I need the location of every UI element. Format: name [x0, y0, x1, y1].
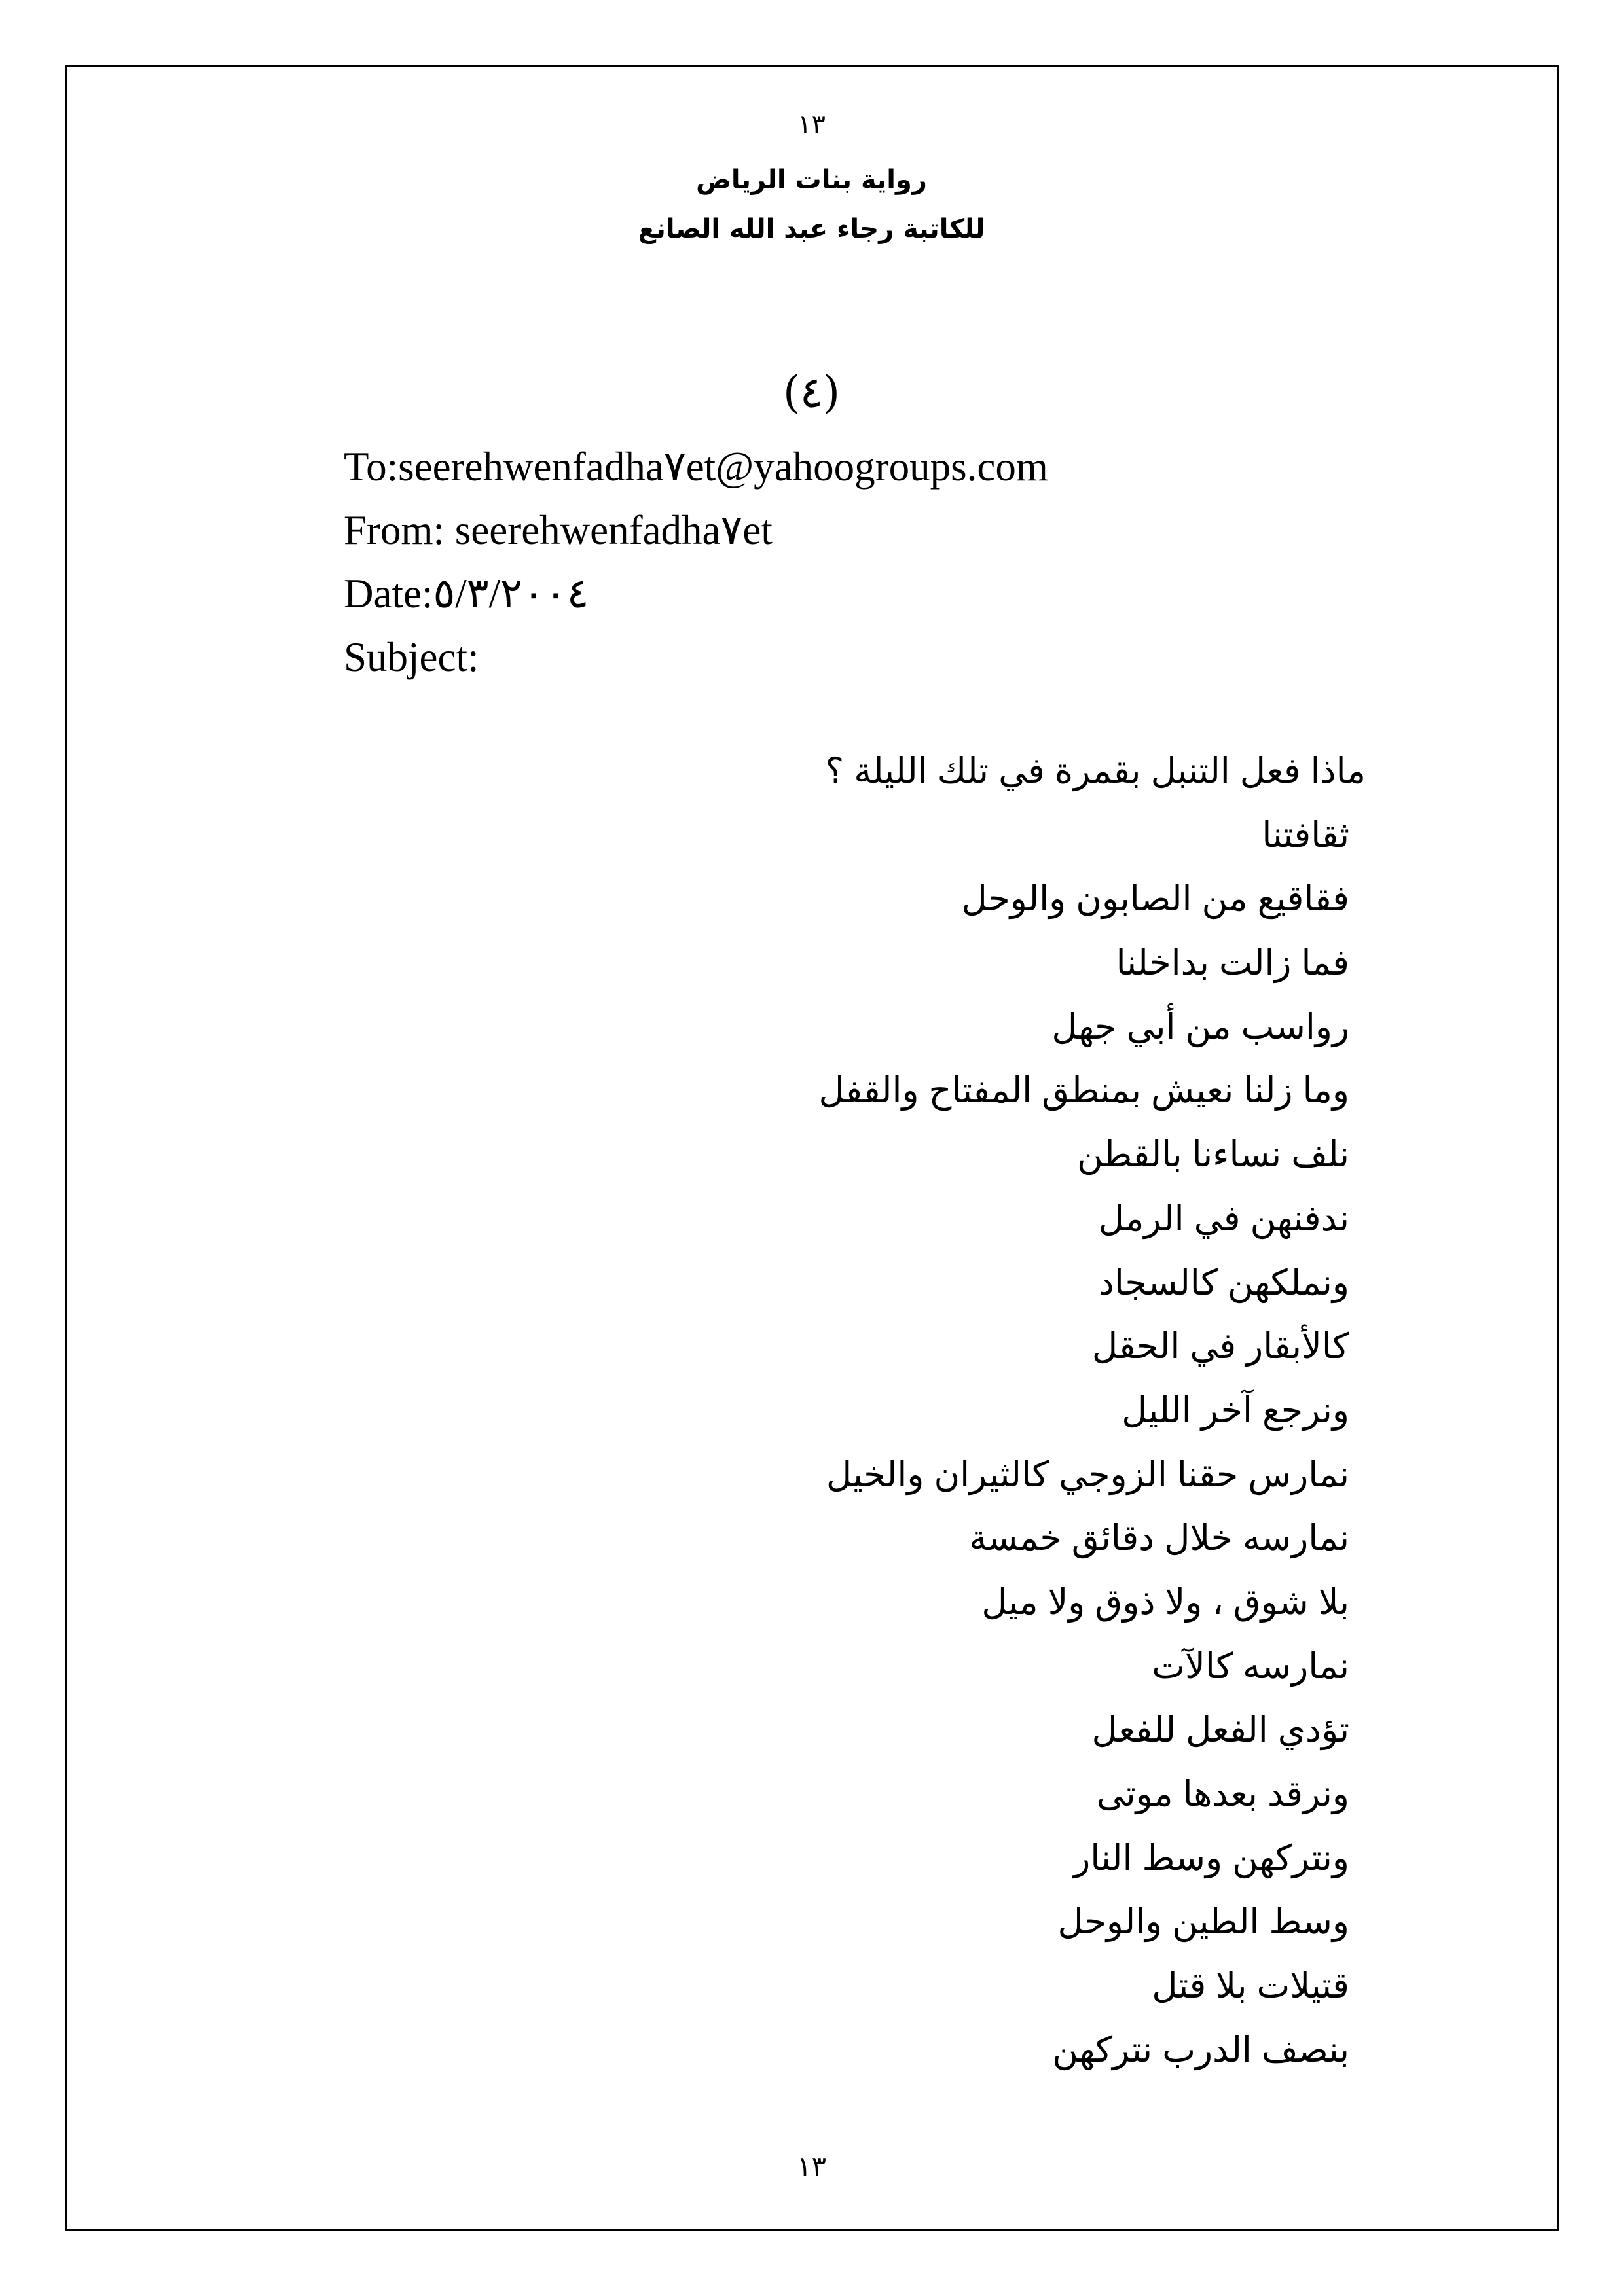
- poem-line: ونرقد بعدها موتى: [1096, 1774, 1349, 1814]
- poem-line: فقاقيع من الصابون والوحل: [961, 879, 1349, 919]
- page-number-bottom: ١٣: [796, 2150, 827, 2182]
- poem-line: رواسب من أبي جهل: [1051, 1007, 1349, 1047]
- email-date: Date:٥/٣/٢٠٠٤: [344, 571, 589, 617]
- poem-line: تؤدي الفعل للفعل: [1091, 1710, 1349, 1750]
- poem-line: ونملكهن كالسجاد: [1098, 1263, 1349, 1302]
- email-subject: Subject:: [344, 634, 479, 680]
- email-header: [344, 435, 1048, 689]
- poem-line: ونرجع آخر الليل: [1122, 1390, 1349, 1430]
- poem-line: وسط الطين والوحل: [1057, 1902, 1349, 1942]
- poem-line: ماذا فعل التنبل بقمرة في تلك الليلة ؟: [825, 751, 1366, 791]
- poem-line: ونتركهن وسط النار: [1073, 1838, 1349, 1878]
- book-title: رواية بنات الرياض: [696, 165, 927, 195]
- poem-line: نمارسه كالآت: [1152, 1646, 1349, 1686]
- poem-line: ثقافتنا: [1262, 815, 1349, 855]
- poem-line: نمارس حقنا الزوجي كالثيران والخيل: [826, 1454, 1349, 1494]
- poem: [818, 740, 1366, 2082]
- email-from: From: seerehwenfadha٧et: [344, 507, 773, 553]
- author-line: للكاتبة رجاء عبد الله الصانع: [638, 214, 985, 244]
- poem-line: بلا شوق ، ولا ذوق ولا ميل: [981, 1582, 1349, 1622]
- page-number-top: ١٣: [797, 109, 826, 139]
- chapter-number: (٤): [783, 367, 840, 418]
- poem-line: قتيلات بلا قتل: [1152, 1966, 1349, 2006]
- poem-line: ندفنهن في الرمل: [1098, 1198, 1349, 1238]
- poem-line: وما زلنا نعيش بمنطق المفتاح والقفل: [818, 1071, 1349, 1111]
- poem-line: كالأبقار في الحقل: [1091, 1327, 1349, 1367]
- poem-line: نلف نساءنا بالقطن: [1077, 1135, 1349, 1175]
- email-to: To:seerehwenfadha٧et@yahoogroups.com: [344, 444, 1048, 490]
- poem-line: فما زالت بداخلنا: [1116, 943, 1349, 983]
- poem-line: بنصف الدرب نتركهن: [1052, 2030, 1349, 2070]
- poem-line: نمارسه خلال دقائق خمسة: [969, 1518, 1349, 1558]
